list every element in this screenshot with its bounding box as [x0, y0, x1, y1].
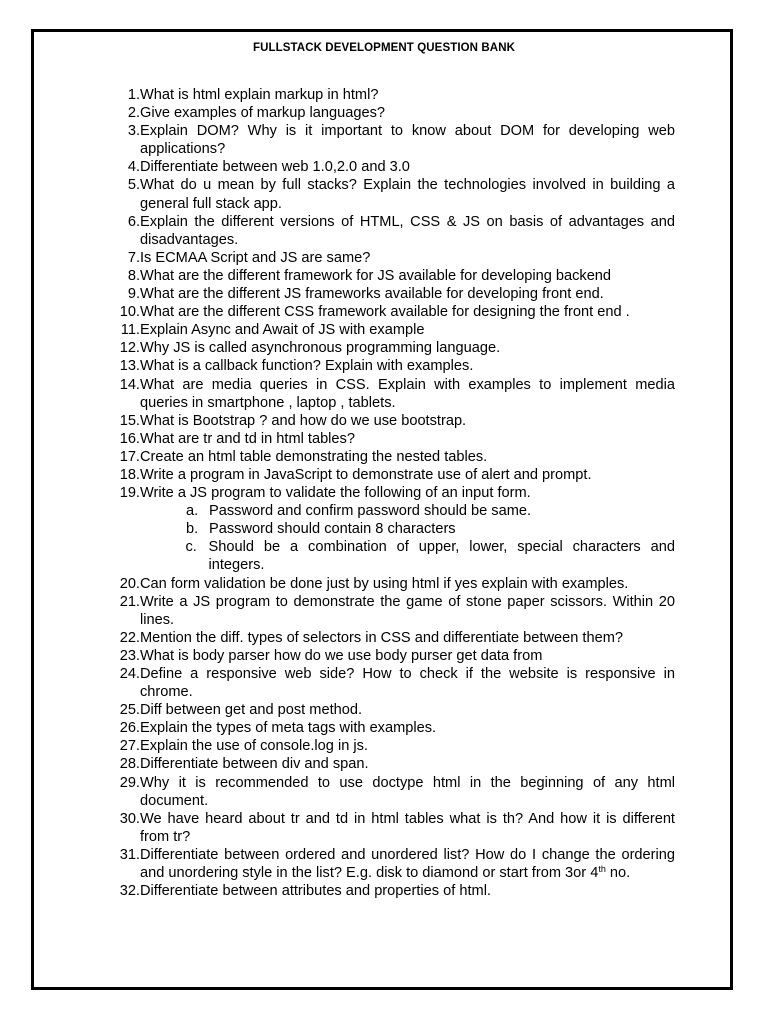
question-text-main: Differentiate between ordered and unordered list? How do I change the ordering and unordering style in the list? E.g. disk to diamond or start from 3or 4	[140, 846, 675, 882]
question-number: 10.	[119, 304, 140, 321]
question-number: 30.	[119, 810, 140, 827]
question-text	[140, 846, 675, 882]
question-item	[108, 376, 675, 412]
question-text: What are media queries in CSS. Explain with examples to implement media queries in smartphone , laptop , tablets.	[140, 376, 675, 411]
question-number: 14.	[119, 376, 140, 393]
question-item	[108, 719, 675, 737]
question-text: What are tr and td in html tables?	[140, 430, 355, 447]
question-text: Explain DOM? Why is it important to know about DOM for developing web applications?	[140, 123, 675, 158]
sub-question-list	[108, 502, 675, 574]
question-item	[108, 321, 675, 339]
question-number: 23.	[119, 647, 140, 664]
question-item	[108, 629, 675, 647]
question-text: Write a JS program to validate the following of an input form.	[140, 485, 531, 502]
question-number: 31.	[119, 846, 140, 863]
question-number: 20.	[119, 575, 140, 592]
question-text: Give examples of markup languages?	[140, 105, 385, 122]
question-text: What is a callback function? Explain with examples.	[140, 358, 474, 375]
question-number: 12.	[119, 340, 140, 357]
question-number: 13.	[119, 358, 140, 375]
sub-question-item	[154, 502, 675, 520]
question-item	[108, 575, 675, 593]
question-item	[108, 701, 675, 719]
question-item	[108, 104, 675, 122]
question-text-tail: no.	[605, 865, 631, 882]
question-item	[108, 647, 675, 665]
question-item	[108, 774, 675, 810]
sub-question-letter: a.	[186, 503, 199, 520]
question-item	[108, 882, 675, 900]
document-title: FULLSTACK DEVELOPMENT QUESTION BANK	[252, 42, 516, 54]
question-number: 22.	[119, 629, 140, 646]
question-text: What is html explain markup in html?	[140, 87, 379, 103]
question-number: 26.	[119, 720, 140, 737]
question-number: 5.	[127, 177, 140, 194]
question-text: Differentiate between attributes and properties of html.	[140, 883, 491, 900]
question-item	[108, 430, 675, 448]
question-number: 16.	[119, 430, 140, 447]
question-text: Explain the use of console.log in js.	[140, 738, 368, 755]
question-number: 29.	[119, 774, 140, 791]
question-text: Diff between get and post method.	[140, 702, 363, 719]
question-text: Write a program in JavaScript to demonstrate use of alert and prompt.	[140, 466, 592, 483]
sub-question-text: Password and confirm password should be same.	[209, 503, 532, 520]
sub-question-item	[154, 520, 675, 538]
question-number: 9.	[127, 286, 140, 303]
question-item	[108, 158, 675, 176]
question-number: 7.	[127, 249, 140, 266]
question-number: 19.	[119, 485, 140, 502]
question-number: 2.	[127, 105, 140, 122]
question-item	[108, 665, 675, 701]
question-number: 25.	[119, 702, 140, 719]
question-text: What are the different framework for JS available for developing backend	[140, 267, 612, 284]
question-item	[108, 466, 675, 484]
sub-question-letter: c.	[185, 539, 197, 556]
question-list	[108, 86, 675, 900]
question-item	[108, 357, 675, 375]
question-number: 3.	[127, 123, 140, 140]
question-number: 24.	[119, 666, 140, 682]
sub-question-item	[154, 538, 675, 574]
question-item	[108, 846, 675, 882]
question-text: What is body parser how do we use body purser get data from	[140, 647, 543, 664]
question-text: Can form validation be done just by using html if yes explain with examples.	[140, 575, 629, 592]
question-item	[108, 267, 675, 285]
question-19-subitems	[108, 502, 675, 574]
question-item	[108, 176, 675, 212]
question-item	[108, 737, 675, 755]
question-text: Is ECMAA Script and JS are same?	[140, 249, 371, 266]
question-text: Explain the types of meta tags with examples.	[140, 720, 437, 737]
question-item	[108, 249, 675, 267]
sub-question-letter: b.	[186, 521, 199, 538]
question-number: 8.	[127, 267, 140, 284]
question-text: Differentiate between web 1.0,2.0 and 3.0	[140, 159, 410, 176]
sub-question-text: Should be a combination of upper, lower, special characters and integers.	[208, 539, 675, 574]
question-item	[108, 122, 675, 158]
question-item	[108, 448, 675, 466]
question-item	[108, 86, 675, 104]
question-item	[108, 303, 675, 321]
question-text: Define a responsive web side? How to check if the website is responsive in chrome.	[140, 666, 675, 701]
question-text: Explain the different versions of HTML, CSS & JS on basis of advantages and disadvantages.	[140, 213, 675, 248]
question-text: Create an html table demonstrating the nested tables.	[140, 448, 488, 465]
ordinal-superscript: th	[598, 864, 606, 875]
question-number: 21.	[119, 593, 140, 610]
sub-question-text: Password should contain 8 characters	[209, 521, 456, 538]
question-number: 28.	[119, 756, 140, 773]
question-item	[108, 339, 675, 357]
question-item	[108, 285, 675, 303]
question-text: What do u mean by full stacks? Explain the technologies involved in building a general full stack app.	[140, 177, 675, 212]
question-text: Write a JS program to demonstrate the game of stone paper scissors. Within 20 lines.	[140, 593, 675, 628]
question-number: 15.	[119, 412, 140, 429]
question-number: 27.	[119, 738, 140, 755]
question-text: Differentiate between div and span.	[140, 756, 369, 773]
question-number: 17.	[119, 448, 140, 465]
question-number: 6.	[127, 213, 140, 230]
question-item	[108, 484, 675, 502]
question-item	[108, 810, 675, 846]
question-text: Why it is recommended to use doctype html in the beginning of any html document.	[140, 774, 675, 809]
question-item	[108, 593, 675, 629]
question-number: 18.	[119, 466, 140, 483]
question-item	[108, 213, 675, 249]
question-number: 4.	[127, 159, 140, 176]
question-text: We have heard about tr and td in html tables what is th? And how it is different from tr?	[140, 810, 675, 845]
question-number: 1.	[127, 87, 140, 103]
question-number: 32.	[119, 883, 140, 900]
question-item	[108, 755, 675, 773]
question-text: What is Bootstrap ? and how do we use bootstrap.	[140, 412, 467, 429]
question-number: 11.	[120, 322, 140, 339]
question-text: Mention the diff. types of selectors in CSS and differentiate between them?	[140, 629, 623, 646]
question-text: Why JS is called asynchronous programming language.	[140, 340, 501, 357]
question-text: Explain Async and Await of JS with example	[140, 322, 425, 339]
question-item	[108, 412, 675, 430]
question-text: What are the different CSS framework available for designing the front end .	[140, 304, 630, 321]
question-text: What are the different JS frameworks available for developing front end.	[140, 286, 604, 303]
